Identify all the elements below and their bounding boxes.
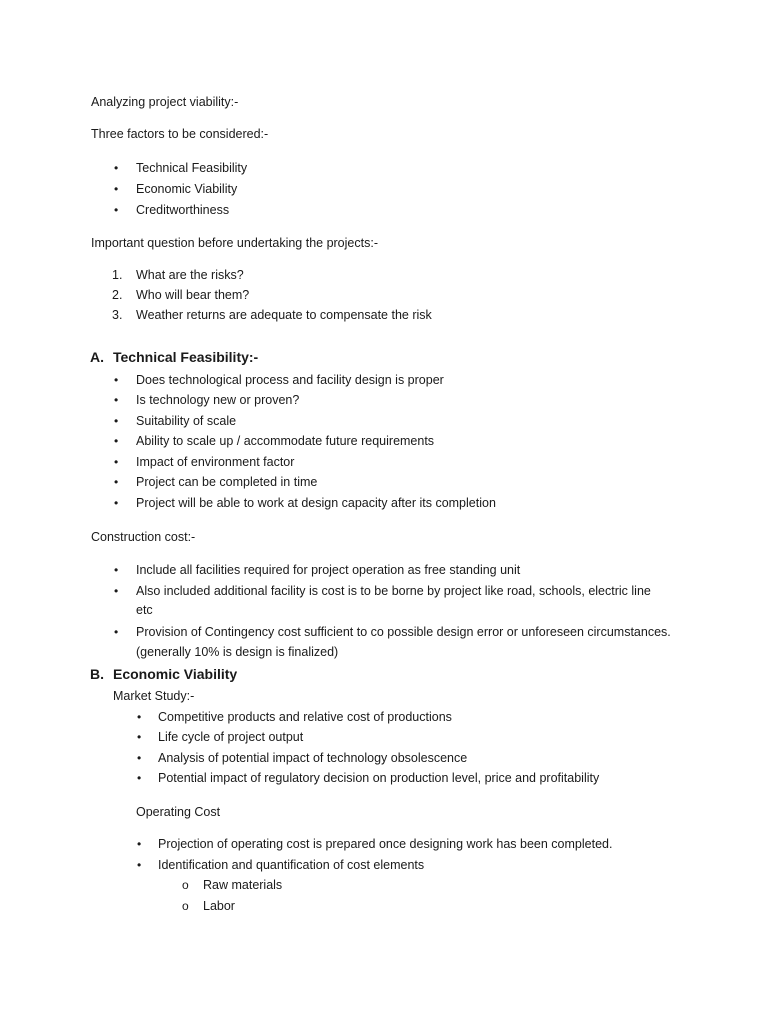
bullet-icon: • (137, 837, 142, 851)
construction-item: Also included additional facility is cost is to be borne by project like road, schools, electric line (136, 584, 651, 598)
section-b-letter: B. (90, 666, 104, 682)
sub-bullet-icon: o (182, 878, 189, 892)
bullet-icon: • (114, 496, 119, 510)
operating-item: Identification and quantification of cost elements (158, 858, 425, 872)
bullet-icon: • (114, 161, 119, 175)
list-number: 1. (112, 268, 123, 282)
bullet-icon: • (114, 625, 119, 639)
bullet-icon: • (137, 730, 142, 744)
technical-item: Project can be completed in time (136, 475, 318, 489)
construction-heading: Construction cost:- (91, 530, 196, 544)
list-number: 2. (112, 288, 123, 302)
market-item: Analysis of potential impact of technology obsolescence (158, 751, 468, 765)
bullet-icon: • (114, 414, 119, 428)
bullet-icon: • (137, 771, 142, 785)
bullet-icon: • (114, 182, 119, 196)
bullet-icon: • (137, 710, 142, 724)
technical-item: Project will be able to work at design capacity after its completion (136, 496, 496, 510)
bullet-icon: • (137, 751, 142, 765)
bullet-icon: • (137, 858, 142, 872)
bullet-icon: • (114, 475, 119, 489)
operating-item: Projection of operating cost is prepared once designing work has been completed. (158, 837, 613, 851)
market-study-heading: Market Study:- (113, 689, 195, 703)
construction-item: Include all facilities required for project operation as free standing unit (136, 563, 521, 577)
bullet-icon: • (114, 584, 119, 598)
section-a-letter: A. (90, 349, 104, 365)
construction-item-continuation: etc (136, 603, 153, 617)
bullet-icon: • (114, 393, 119, 407)
operating-cost-heading: Operating Cost (136, 805, 221, 819)
technical-item: Suitability of scale (136, 414, 237, 428)
section-b-title: Economic Viability (113, 666, 238, 682)
question-item: Who will bear them? (136, 288, 250, 302)
factor-item: Creditworthiness (136, 203, 230, 217)
cost-element-item: Labor (203, 899, 235, 913)
technical-item: Does technological process and facility design is proper (136, 373, 444, 387)
list-number: 3. (112, 308, 123, 322)
technical-item: Is technology new or proven? (136, 393, 300, 407)
construction-item-continuation: (generally 10% is design is finalized) (136, 645, 339, 659)
market-item: Potential impact of regulatory decision on production level, price and profitability (158, 771, 600, 785)
market-item: Life cycle of project output (158, 730, 304, 744)
market-item: Competitive products and relative cost of productions (158, 710, 452, 724)
sub-bullet-icon: o (182, 899, 189, 913)
bullet-icon: • (114, 203, 119, 217)
technical-item: Ability to scale up / accommodate future requirements (136, 434, 435, 448)
question-item: What are the risks? (136, 268, 244, 282)
factors-heading: Three factors to be considered:- (91, 127, 269, 141)
cost-element-item: Raw materials (203, 878, 283, 892)
factor-item: Technical Feasibility (136, 161, 248, 175)
question-item: Weather returns are adequate to compensate the risk (136, 308, 432, 322)
question-heading: Important question before undertaking the projects:- (91, 236, 378, 250)
construction-item: Provision of Contingency cost sufficient to co possible design error or unforeseen circumstances. (136, 625, 671, 639)
section-a-title: Technical Feasibility:- (113, 349, 259, 365)
factor-item: Economic Viability (136, 182, 238, 196)
bullet-icon: • (114, 434, 119, 448)
intro-heading: Analyzing project viability:- (91, 95, 239, 109)
bullet-icon: • (114, 455, 119, 469)
technical-item: Impact of environment factor (136, 455, 295, 469)
bullet-icon: • (114, 563, 119, 577)
bullet-icon: • (114, 373, 119, 387)
